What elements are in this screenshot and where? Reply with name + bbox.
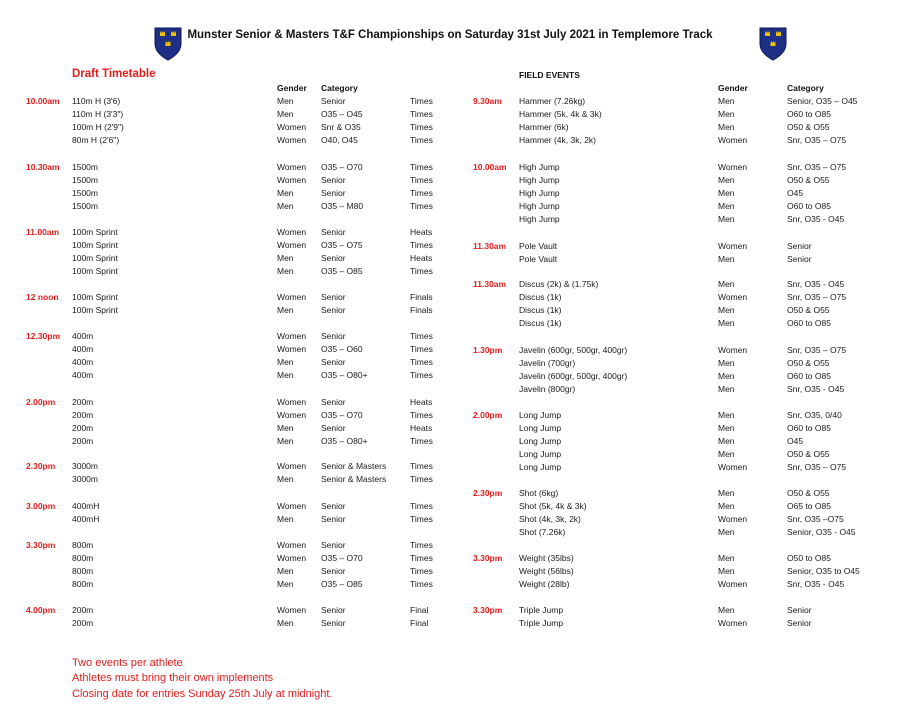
track-event: 1500m — [72, 201, 98, 211]
track-type: Times — [410, 175, 433, 185]
field-event: Discus (1k) — [519, 292, 562, 302]
track-gender: Men — [277, 423, 294, 433]
field-gender: Women — [718, 292, 748, 302]
field-gender: Women — [718, 345, 748, 355]
track-type: Heats — [410, 227, 433, 237]
field-category: Snr, O35 – O75 — [787, 345, 847, 355]
field-event: Shot (5k, 4k & 3k) — [519, 501, 587, 511]
track-gender: Women — [277, 331, 307, 341]
track-time: 12 noon — [26, 292, 59, 302]
track-category: O35 – O45 — [321, 109, 363, 119]
field-time: 9.30am — [473, 96, 502, 106]
track-type: Times — [410, 501, 433, 511]
track-event: 400m — [72, 370, 94, 380]
notes — [72, 656, 332, 702]
track-category: Senior — [321, 96, 346, 106]
field-event: High Jump — [519, 162, 560, 172]
track-gender: Women — [277, 553, 307, 563]
track-category: Senior & Masters — [321, 461, 387, 471]
field-gender-header: Gender — [718, 83, 748, 93]
field-category: Senior — [787, 605, 812, 615]
track-gender-header: Gender — [277, 83, 307, 93]
field-event: Shot (6kg) — [519, 488, 559, 498]
field-gender: Men — [718, 254, 735, 264]
field-category: Snr, O35 - O45 — [787, 384, 845, 394]
track-category: O35 – O70 — [321, 162, 363, 172]
field-time: 11.30am — [473, 241, 507, 251]
field-category: O50 to O85 — [787, 553, 831, 563]
field-category: Snr, O35 –O75 — [787, 514, 844, 524]
field-event: Long Jump — [519, 410, 562, 420]
page-title: Munster Senior & Masters T&F Championships on Saturday 31st July 2021 in Templemore Track — [187, 29, 713, 41]
track-gender: Women — [277, 240, 307, 250]
track-category: O35 – O85 — [321, 579, 363, 589]
track-time: 3.00pm — [26, 501, 56, 511]
track-gender: Men — [277, 618, 294, 628]
field-event: Weight (35lbs) — [519, 553, 574, 563]
track-category: O35 – O80+ — [321, 436, 368, 446]
track-type: Times — [410, 579, 433, 589]
field-event: Discus (1k) — [519, 305, 562, 315]
field-event: Javelin (800gr) — [519, 384, 576, 394]
track-category: Senior — [321, 331, 346, 341]
track-gender: Men — [277, 305, 294, 315]
field-event: Long Jump — [519, 423, 562, 433]
field-event: Long Jump — [519, 436, 562, 446]
field-event: Hammer (7.26kg) — [519, 96, 586, 106]
track-type: Times — [410, 436, 433, 446]
field-event: Long Jump — [519, 449, 562, 459]
field-category: Snr, O35 – O75 — [787, 462, 847, 472]
field-category: Snr, O35 – O75 — [787, 292, 847, 302]
field-gender: Men — [718, 501, 735, 511]
field-time: 2.30pm — [473, 488, 503, 498]
track-gender: Women — [277, 122, 307, 132]
track-category: O35 – M80 — [321, 201, 364, 211]
track-gender: Women — [277, 162, 307, 172]
field-event: Pole Vault — [519, 241, 558, 251]
field-event: Shot (4k, 3k, 2k) — [519, 514, 581, 524]
track-gender: Men — [277, 253, 294, 263]
track-type: Times — [410, 162, 433, 172]
track-time: 10.30am — [26, 162, 60, 172]
track-type: Times — [410, 122, 433, 132]
track-gender: Men — [277, 96, 294, 106]
track-gender: Men — [277, 579, 294, 589]
track-event: 100m Sprint — [72, 266, 118, 276]
track-event: 400mH — [72, 501, 100, 511]
field-gender: Men — [718, 305, 735, 315]
track-gender: Men — [277, 474, 294, 484]
field-gender: Men — [718, 384, 735, 394]
track-category: Senior — [321, 618, 346, 628]
field-category: Snr, O35 - O45 — [787, 579, 845, 589]
track-type: Final — [410, 605, 429, 615]
field-category-header: Category — [787, 83, 824, 93]
note-line: Two events per athlete — [72, 657, 183, 669]
track-event: 800m — [72, 553, 94, 563]
track-category-header: Category — [321, 83, 358, 93]
track-gender: Men — [277, 436, 294, 446]
field-gender: Women — [718, 162, 748, 172]
track-gender: Men — [277, 566, 294, 576]
track-type: Times — [410, 344, 433, 354]
field-time: 2.00pm — [473, 410, 503, 420]
track-event: 200m — [72, 618, 94, 628]
field-gender: Men — [718, 488, 735, 498]
field-gender: Women — [718, 514, 748, 524]
field-category: Senior, O35 to O45 — [787, 566, 860, 576]
track-gender: Women — [277, 410, 307, 420]
field-category: Snr, O35 - O45 — [787, 279, 845, 289]
track-event: 200m — [72, 605, 94, 615]
track-category: Senior — [321, 501, 346, 511]
field-category: Senior, O35 - O45 — [787, 527, 856, 537]
field-category: O65 to O85 — [787, 501, 831, 511]
field-category: O50 & O55 — [787, 175, 830, 185]
track-gender: Men — [277, 370, 294, 380]
field-category: Senior, O35 – O45 — [787, 96, 858, 106]
field-event: Javelin (600gr, 500gr, 400gr) — [519, 345, 628, 355]
field-category: O45 — [787, 188, 804, 198]
track-event: 200m — [72, 423, 94, 433]
track-event: 100m Sprint — [72, 253, 118, 263]
track-event: 800m — [72, 566, 94, 576]
track-category: Senior — [321, 540, 346, 550]
field-event: Weight (28lb) — [519, 579, 570, 589]
field-gender: Men — [718, 371, 735, 381]
field-event: High Jump — [519, 188, 560, 198]
track-event: 1500m — [72, 188, 98, 198]
track-gender: Men — [277, 357, 294, 367]
track-type: Times — [410, 474, 433, 484]
field-gender: Men — [718, 527, 735, 537]
track-category: O35 – O70 — [321, 410, 363, 420]
track-event: 110m H (3'6) — [72, 96, 121, 106]
field-category: O50 & O55 — [787, 305, 830, 315]
field-category: Senior — [787, 254, 812, 264]
track-category: Senior — [321, 566, 346, 576]
track-event: 800m — [72, 540, 94, 550]
track-type: Times — [410, 540, 433, 550]
track-event: 1500m — [72, 162, 98, 172]
track-type: Times — [410, 331, 433, 341]
track-category: Senior — [321, 423, 346, 433]
field-category: Snr, O35, 0/40 — [787, 410, 842, 420]
field-section-title: FIELD EVENTS — [519, 70, 580, 80]
track-category: O35 – O60 — [321, 344, 363, 354]
track-gender: Women — [277, 501, 307, 511]
track-type: Times — [410, 135, 433, 145]
note-line: Closing date for entries Sunday 25th July at midnight. — [72, 687, 333, 700]
track-type: Times — [410, 266, 433, 276]
track-type: Times — [410, 553, 433, 563]
track-event: 800m — [72, 579, 94, 589]
track-category: O40, O45 — [321, 135, 358, 145]
track-time: 3.30pm — [26, 540, 56, 550]
field-time: 11.30am — [473, 279, 507, 289]
track-type: Times — [410, 410, 433, 420]
track-category: Senior — [321, 605, 346, 615]
field-time: 10.00am — [473, 162, 507, 172]
track-type: Heats — [410, 253, 433, 263]
field-event: Shot (7.26k) — [519, 527, 566, 537]
field-category: O50 & O55 — [787, 488, 830, 498]
track-event: 110m H (3'3") — [72, 109, 124, 119]
track-category: Snr & O35 — [321, 122, 361, 132]
track-event: 100m Sprint — [72, 305, 118, 315]
track-gender: Women — [277, 605, 307, 615]
track-category: Senior — [321, 397, 346, 407]
field-event: Triple Jump — [519, 618, 564, 628]
track-gender: Men — [277, 266, 294, 276]
track-section-title: Draft Timetable — [72, 68, 156, 80]
field-gender: Men — [718, 358, 735, 368]
track-event: 100m Sprint — [72, 240, 118, 250]
field-event: Pole Vault — [519, 254, 558, 264]
track-event: 1500m — [72, 175, 98, 185]
track-type: Heats — [410, 397, 433, 407]
field-event: High Jump — [519, 214, 560, 224]
field-event: High Jump — [519, 175, 560, 185]
track-time: 11.00am — [26, 227, 60, 237]
field-gender: Men — [718, 318, 735, 328]
track-event: 3000m — [72, 474, 98, 484]
track-category: Senior — [321, 175, 346, 185]
field-category: O50 & O55 — [787, 449, 830, 459]
track-category: O35 – O80+ — [321, 370, 368, 380]
field-gender: Men — [718, 449, 735, 459]
field-event: Discus (1k) — [519, 318, 562, 328]
track-type: Final — [410, 618, 429, 628]
track-gender: Women — [277, 227, 307, 237]
track-gender: Men — [277, 201, 294, 211]
track-type: Heats — [410, 423, 433, 433]
track-time: 2.30pm — [26, 461, 56, 471]
track-gender: Women — [277, 175, 307, 185]
track-event: 400m — [72, 357, 94, 367]
field-event: Triple Jump — [519, 605, 564, 615]
track-type: Times — [410, 370, 433, 380]
field-time: 1.30pm — [473, 345, 503, 355]
track-type: Finals — [410, 305, 433, 315]
field-category: Snr, O35 – O75 — [787, 162, 847, 172]
track-event: 400m — [72, 344, 94, 354]
track-gender: Women — [277, 397, 307, 407]
track-time: 10.00am — [26, 96, 60, 106]
field-event: Javelin (600gr, 500gr, 400gr) — [519, 371, 628, 381]
field-gender: Men — [718, 188, 735, 198]
track-event: 400m — [72, 331, 94, 341]
field-category: Senior — [787, 241, 812, 251]
field-category: O45 — [787, 436, 804, 446]
field-gender: Women — [718, 618, 748, 628]
track-event: 100m H (2'9") — [72, 122, 124, 132]
field-category: O50 & O55 — [787, 358, 830, 368]
track-type: Times — [410, 357, 433, 367]
field-category: O60 to O85 — [787, 423, 831, 433]
track-category: Senior — [321, 357, 346, 367]
track-category: O35 – O85 — [321, 266, 363, 276]
field-category: Snr, O35 – O75 — [787, 135, 847, 145]
track-type: Times — [410, 461, 433, 471]
field-event: Hammer (6k) — [519, 122, 569, 132]
track-gender: Men — [277, 109, 294, 119]
field-gender: Men — [718, 566, 735, 576]
track-event: 3000m — [72, 461, 98, 471]
track-category: Senior — [321, 292, 346, 302]
field-gender: Women — [718, 462, 748, 472]
field-gender: Men — [718, 175, 735, 185]
field-category: O50 & O55 — [787, 122, 830, 132]
track-gender: Women — [277, 135, 307, 145]
field-time: 3.30pm — [473, 553, 503, 563]
track-event: 100m Sprint — [72, 292, 118, 302]
field-event: Discus (2k) & (1.75k) — [519, 279, 599, 289]
track-time: 4.00pm — [26, 605, 56, 615]
track-time: 12.30pm — [26, 331, 61, 341]
track-category: Senior — [321, 253, 346, 263]
field-gender: Men — [718, 423, 735, 433]
field-event: High Jump — [519, 201, 560, 211]
track-category: Senior — [321, 514, 346, 524]
track-category: O35 – O70 — [321, 553, 363, 563]
field-gender: Men — [718, 214, 735, 224]
field-event: Javelin (700gr) — [519, 358, 576, 368]
track-gender: Men — [277, 514, 294, 524]
track-type: Times — [410, 240, 433, 250]
track-category: O35 – O75 — [321, 240, 363, 250]
track-time: 2.00pm — [26, 397, 56, 407]
field-gender: Women — [718, 579, 748, 589]
field-gender: Men — [718, 96, 735, 106]
track-type: Times — [410, 109, 433, 119]
track-event: 200m — [72, 410, 94, 420]
track-event: 200m — [72, 397, 94, 407]
note-line: Athletes must bring their own implements — [72, 672, 274, 685]
field-category: O60 to O85 — [787, 201, 831, 211]
track-gender: Men — [277, 188, 294, 198]
field-gender: Men — [718, 410, 735, 420]
track-type: Times — [410, 566, 433, 576]
field-gender: Men — [718, 605, 735, 615]
track-category: Senior & Masters — [321, 474, 387, 484]
field-event: Long Jump — [519, 462, 562, 472]
field-time: 3.30pm — [473, 605, 503, 615]
field-category: Snr, O35 - O45 — [787, 214, 845, 224]
field-event: Hammer (5k, 4k & 3k) — [519, 109, 602, 119]
field-category: O60 to O85 — [787, 371, 831, 381]
field-gender: Men — [718, 436, 735, 446]
track-gender: Women — [277, 540, 307, 550]
track-gender: Women — [277, 461, 307, 471]
field-category: O60 to O85 — [787, 318, 831, 328]
field-category: Senior — [787, 618, 812, 628]
field-event: Weight (56lbs) — [519, 566, 574, 576]
field-gender: Men — [718, 553, 735, 563]
track-type: Times — [410, 201, 433, 211]
field-event: Hammer (4k, 3k, 2k) — [519, 135, 596, 145]
track-event: 400mH — [72, 514, 100, 524]
field-gender: Men — [718, 201, 735, 211]
field-gender: Men — [718, 279, 735, 289]
track-gender: Women — [277, 344, 307, 354]
track-event: 200m — [72, 436, 94, 446]
track-gender: Women — [277, 292, 307, 302]
field-gender: Men — [718, 122, 735, 132]
field-gender: Women — [718, 135, 748, 145]
track-category: Senior — [321, 227, 346, 237]
track-event: 80m H (2'6") — [72, 135, 120, 145]
track-type: Finals — [410, 292, 433, 302]
track-type: Times — [410, 96, 433, 106]
field-category: O60 to O85 — [787, 109, 831, 119]
track-category: Senior — [321, 188, 346, 198]
track-category: Senior — [321, 305, 346, 315]
track-event: 100m Sprint — [72, 227, 118, 237]
track-type: Times — [410, 514, 433, 524]
track-type: Times — [410, 188, 433, 198]
field-gender: Men — [718, 109, 735, 119]
field-gender: Women — [718, 241, 748, 251]
